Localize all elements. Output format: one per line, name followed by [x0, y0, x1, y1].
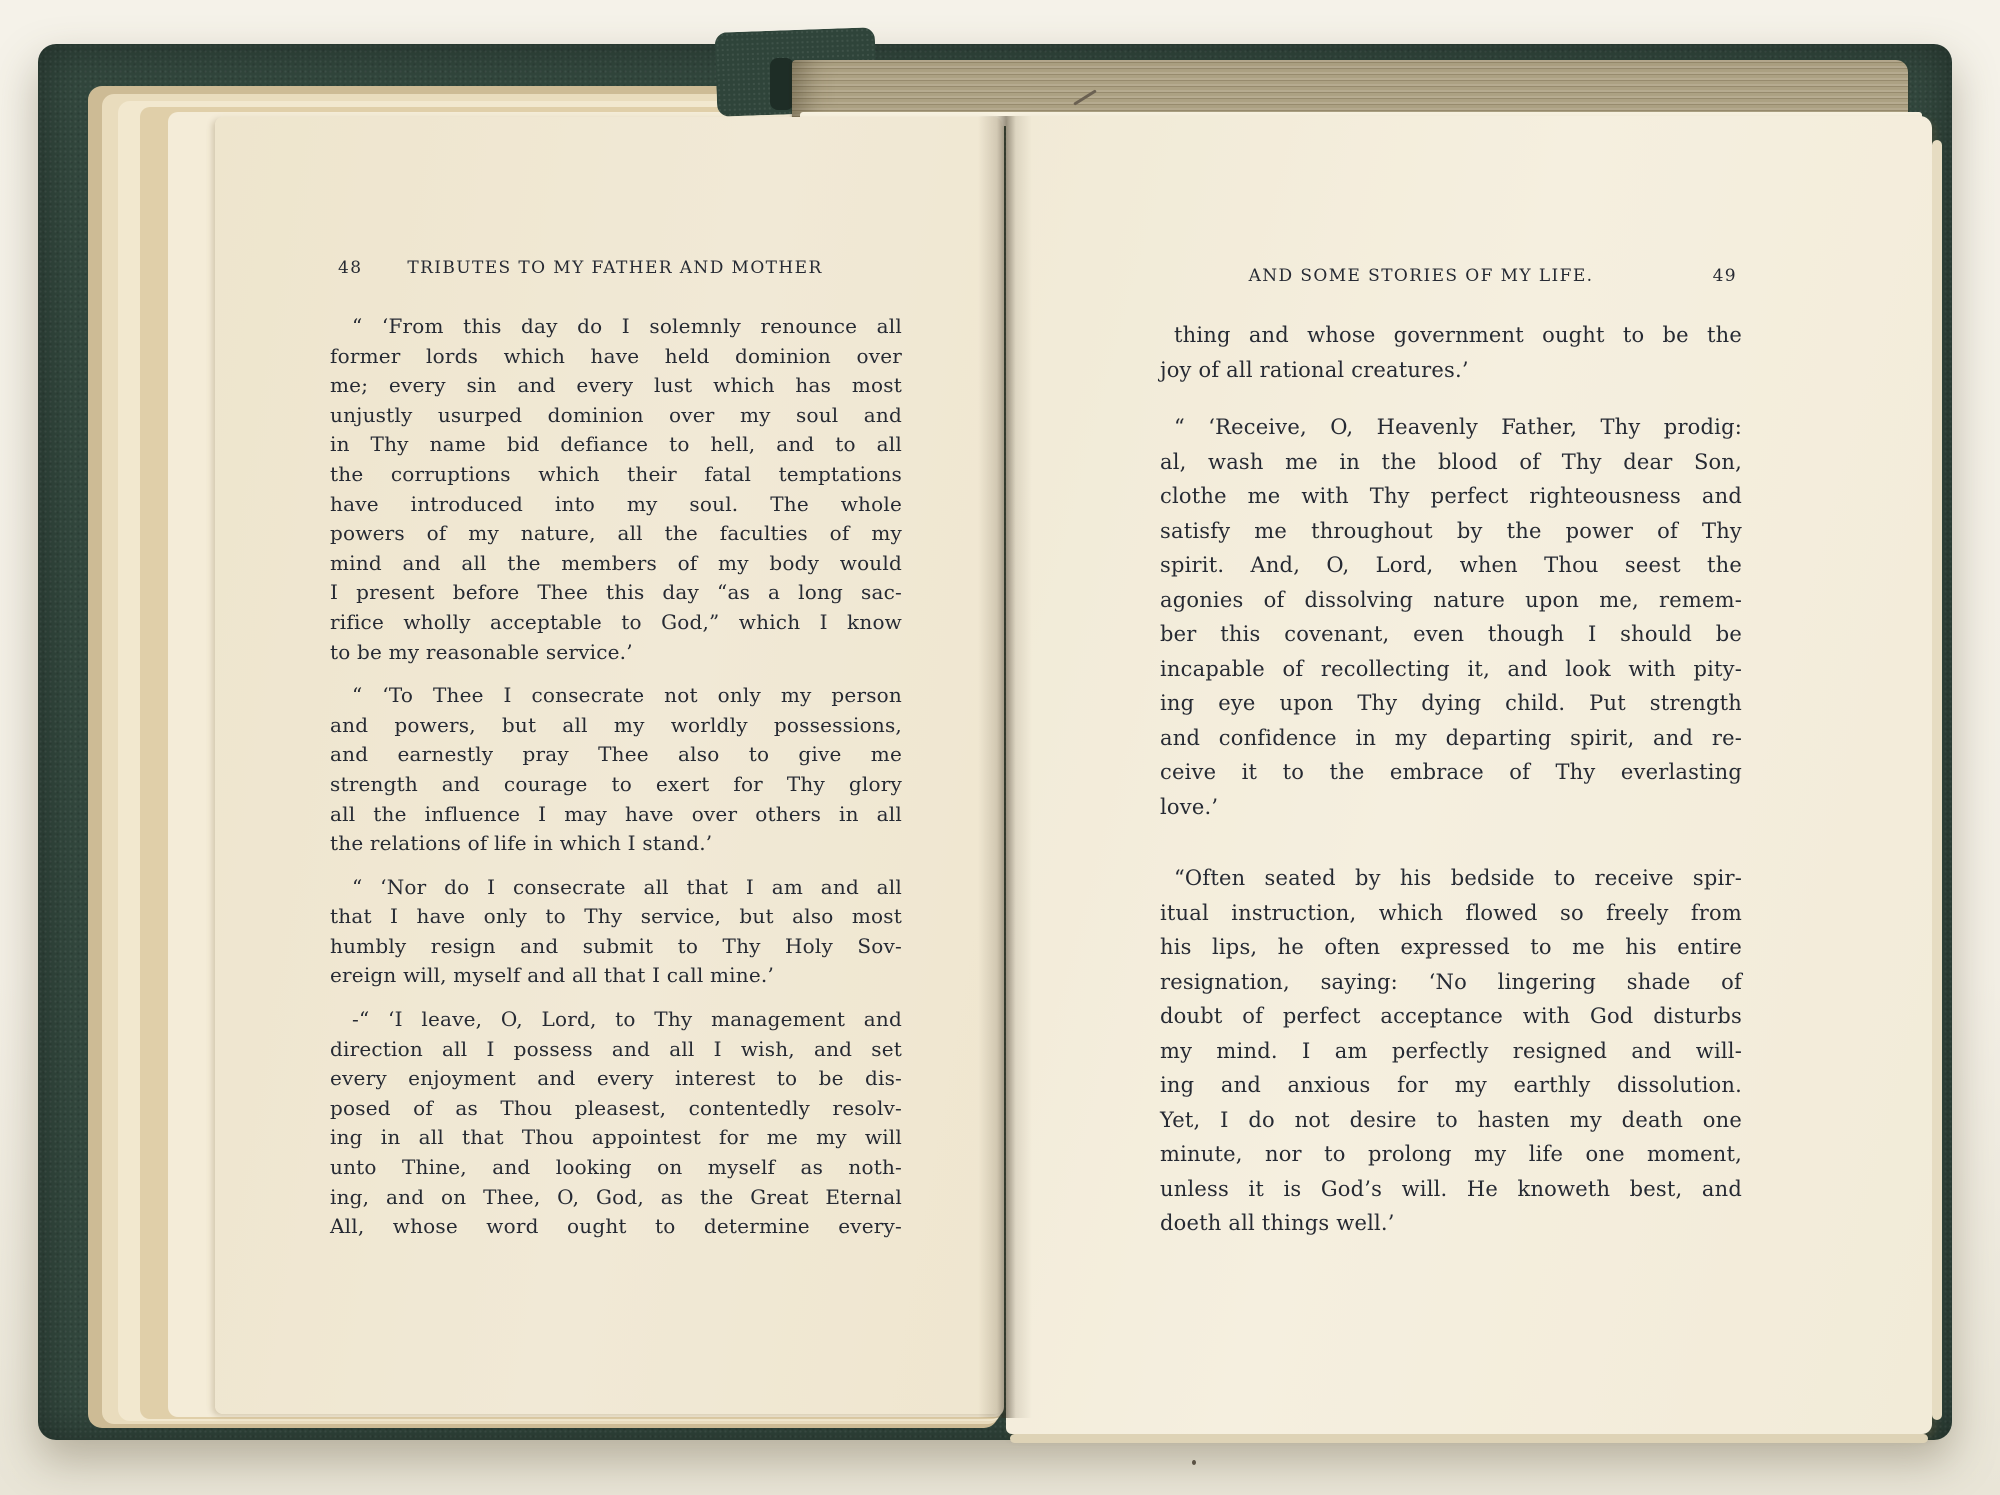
paragraph — [1160, 318, 1742, 387]
text-line: former lords which have held dominion over — [330, 343, 902, 368]
text-line: to be my reasonable service.’ — [330, 639, 633, 664]
text-line: itual instruction, which flowed so freely from — [1160, 900, 1742, 925]
text-line: rifice wholly acceptable to God,” which I know — [330, 609, 902, 634]
text-line: love.’ — [1160, 794, 1219, 819]
right-page-text — [1160, 318, 1742, 1241]
text-line: All, whose word ought to determine every- — [330, 1214, 902, 1239]
text-line: -“ ‘I leave, O, Lord, to Thy management and — [352, 1007, 902, 1032]
text-line: and confidence in my departing spirit, and re- — [1160, 725, 1742, 750]
text-line: powers of my nature, all the faculties of my — [330, 521, 902, 546]
text-line: and powers, but all my worldly possessions, — [330, 712, 902, 737]
text-line: incapable of recollecting it, and look with pity- — [1160, 656, 1742, 681]
paragraph — [330, 1005, 902, 1242]
page-gutter-shadow — [978, 116, 1032, 1418]
text-line: ing eye upon Thy dying child. Put strength — [1160, 691, 1742, 715]
running-title-left: TRIBUTES TO MY FATHER AND MOTHER — [407, 258, 823, 278]
text-line: minute, nor to prolong my life one moment, — [1160, 1142, 1742, 1166]
text-line: ceive it to the embrace of Thy everlasting — [1160, 760, 1742, 784]
text-line: ing in all that Thou appointest for me my will — [330, 1125, 902, 1150]
under-page-edge — [1010, 1434, 1928, 1443]
text-line: Yet, I do not desire to hasten my death one — [1160, 1107, 1742, 1132]
page-number-right: 49 — [1712, 266, 1737, 286]
text-line: direction all I possess and all I wish, and set — [330, 1036, 902, 1061]
spine-crevice — [770, 58, 794, 110]
text-line: ing and anxious for my earthly dissolution. — [1160, 1073, 1742, 1097]
text-line: “Often seated by his bedside to receive spir- — [1174, 866, 1742, 890]
text-line: unless it is God’s will. He knoweth best, and — [1160, 1176, 1742, 1201]
text-line: joy of all rational creatures.’ — [1160, 357, 1469, 382]
text-line: “ ‘From this day do I solemnly renounce all — [352, 314, 902, 338]
text-line: clothe me with Thy perfect righteousness and — [1160, 484, 1742, 508]
text-line: strength and courage to exert for Thy glory — [330, 771, 902, 796]
text-line: spirit. And, O, Lord, when Thou seest the — [1160, 553, 1742, 577]
paragraph — [330, 873, 902, 991]
text-line: agonies of dissolving nature upon me, remem- — [1160, 587, 1742, 612]
text-line: his lips, he often expressed to me his entire — [1160, 935, 1742, 959]
text-line: “ ‘Nor do I consecrate all that I am and all — [352, 874, 902, 899]
running-title-right: AND SOME STORIES OF MY LIFE. — [1248, 266, 1594, 286]
text-line: mind and all the members of my body would — [330, 550, 902, 575]
paragraph — [1160, 410, 1742, 824]
paragraph — [1160, 861, 1742, 1241]
right-page-thickness-edge — [1932, 140, 1942, 1420]
text-line: all the influence I may have over others in all — [330, 801, 902, 826]
text-line: have introduced into my soul. The whole — [330, 491, 902, 516]
text-line: me; every sin and every lust which has most — [330, 373, 902, 398]
text-line: that I have only to Thy service, but also most — [330, 904, 902, 929]
text-line: doubt of perfect acceptance with God disturbs — [1160, 1004, 1742, 1028]
text-line: unjustly usurped dominion over my soul and — [330, 402, 902, 427]
text-line: unto Thine, and looking on myself as noth- — [330, 1155, 902, 1180]
paragraph — [330, 681, 902, 859]
text-line: my mind. I am perfectly resigned and will- — [1160, 1038, 1742, 1063]
text-line: every enjoyment and every interest to be dis- — [330, 1066, 902, 1091]
text-line: “ ‘Receive, O, Heavenly Father, Thy prodig: — [1174, 415, 1742, 439]
text-line: resignation, saying: ‘No lingering shade of — [1160, 969, 1742, 994]
left-page-text — [330, 312, 902, 1242]
right-page-header — [1160, 266, 1742, 290]
text-line: in Thy name bid defiance to hell, and to all — [330, 432, 902, 457]
text-line: the corruptions which their fatal temptations — [330, 461, 902, 486]
text-line: al, wash me in the blood of Thy dear Son, — [1160, 449, 1742, 474]
text-line: I present before Thee this day “as a long sac- — [330, 580, 902, 605]
page-number-left: 48 — [338, 258, 363, 278]
text-line: and earnestly pray Thee also to give me — [330, 742, 902, 767]
text-line: humbly resign and submit to Thy Holy Sov- — [330, 933, 902, 958]
text-line: satisfy me throughout by the power of Thy — [1160, 518, 1742, 543]
text-line: “ ‘To Thee I consecrate not only my person — [352, 683, 902, 708]
paragraph — [330, 312, 902, 667]
gilt-page-edges — [792, 60, 1908, 118]
text-line: ing, and on Thee, O, God, as the Great Eternal — [330, 1184, 902, 1209]
text-line: thing and whose government ought to be the — [1174, 323, 1742, 347]
left-page-header — [330, 258, 900, 282]
text-line: ereign will, myself and all that I call mine.’ — [330, 963, 775, 988]
text-line: ber this covenant, even though I should be — [1160, 622, 1742, 646]
text-line: doeth all things well.’ — [1160, 1211, 1395, 1235]
backdrop-speck — [1192, 1460, 1196, 1465]
text-line: posed of as Thou pleasest, contentedly resolv- — [330, 1095, 902, 1120]
text-line: the relations of life in which I stand.’ — [330, 831, 713, 856]
